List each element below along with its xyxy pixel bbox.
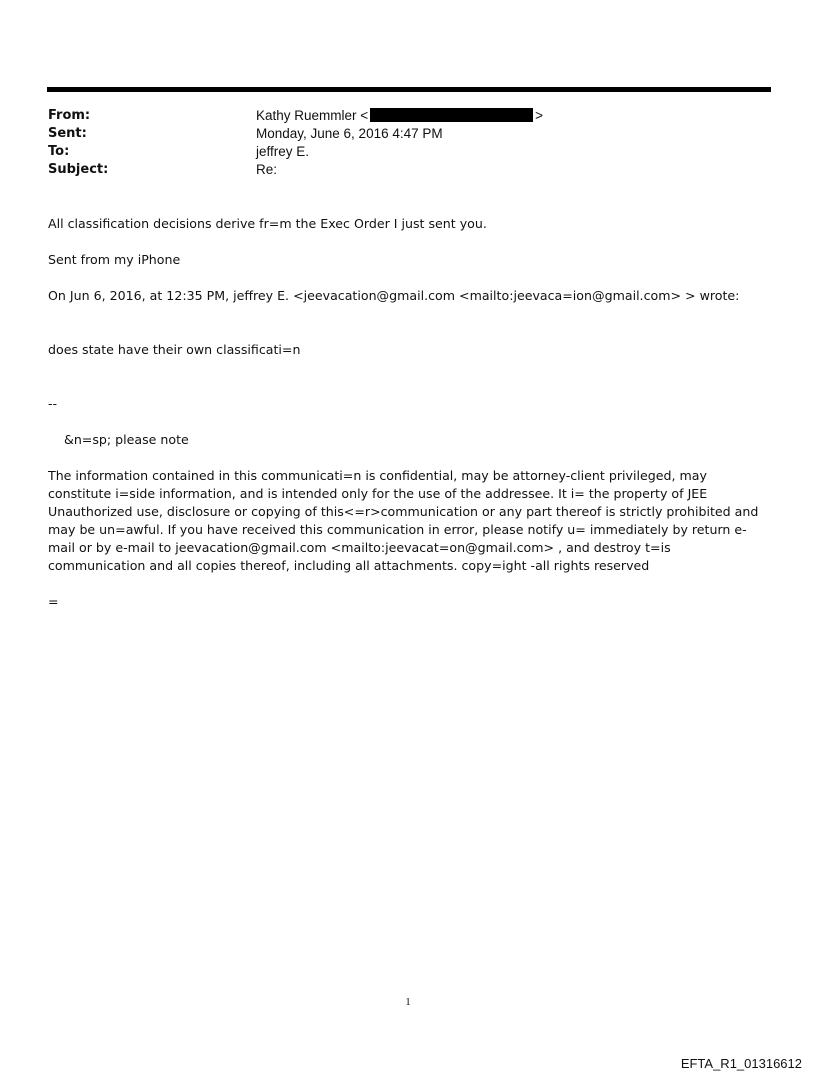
disclaimer-paragraph: The information contained in this communicati=n is confidential, may be attorney-client privileged, may constitute i=side information, and is intended only for the use of the addressee. It i= the property of JEE Unauthorized use, disclosure or copying of this<=r>communication or any part thereof is strictly prohibited and may be un=awful. If you have received this communication in error, please notify u= immediately by return e-mail or by e-mail to jeevacation@gmail.com <mailto:jeevacat=on@gmail.com> , and destroy t=is communication and all copies thereof, including all attachments. copy=ight -all rights reserved: [48, 468, 759, 573]
body-line-trailer: =: [48, 594, 59, 609]
sent-value: Monday, June 6, 2016 4:47 PM: [256, 126, 443, 141]
from-name: Kathy Ruemmler <: [256, 108, 369, 123]
to-value: jeffrey E.: [256, 144, 310, 159]
page-number: 1: [405, 996, 411, 1008]
from-close: >: [535, 108, 544, 123]
from-label: From:: [48, 108, 91, 123]
subject-label: Subject:: [48, 162, 109, 177]
sent-label: Sent:: [48, 126, 87, 141]
body-line-please-note: &n=sp; please note: [64, 432, 189, 447]
document-id: EFTA_R1_01316612: [680, 1056, 802, 1071]
subject-value: Re:: [256, 162, 278, 177]
body-line-question: does state have their own classificati=n: [48, 342, 301, 357]
body-line-signature: Sent from my iPhone: [48, 252, 181, 267]
to-label: To:: [48, 144, 70, 159]
body-line-separator: --: [48, 396, 58, 411]
header-divider: [47, 87, 771, 92]
body-line-quote-header: On Jun 6, 2016, at 12:35 PM, jeffrey E. <jeevacation@gmail.com <mailto:jeevaca=ion@gmail.com> > wrote:: [48, 288, 740, 303]
body-line-reply: All classification decisions derive fr=m the Exec Order I just sent you.: [48, 216, 487, 231]
from-value: [256, 107, 543, 125]
redaction-box: [370, 108, 533, 122]
